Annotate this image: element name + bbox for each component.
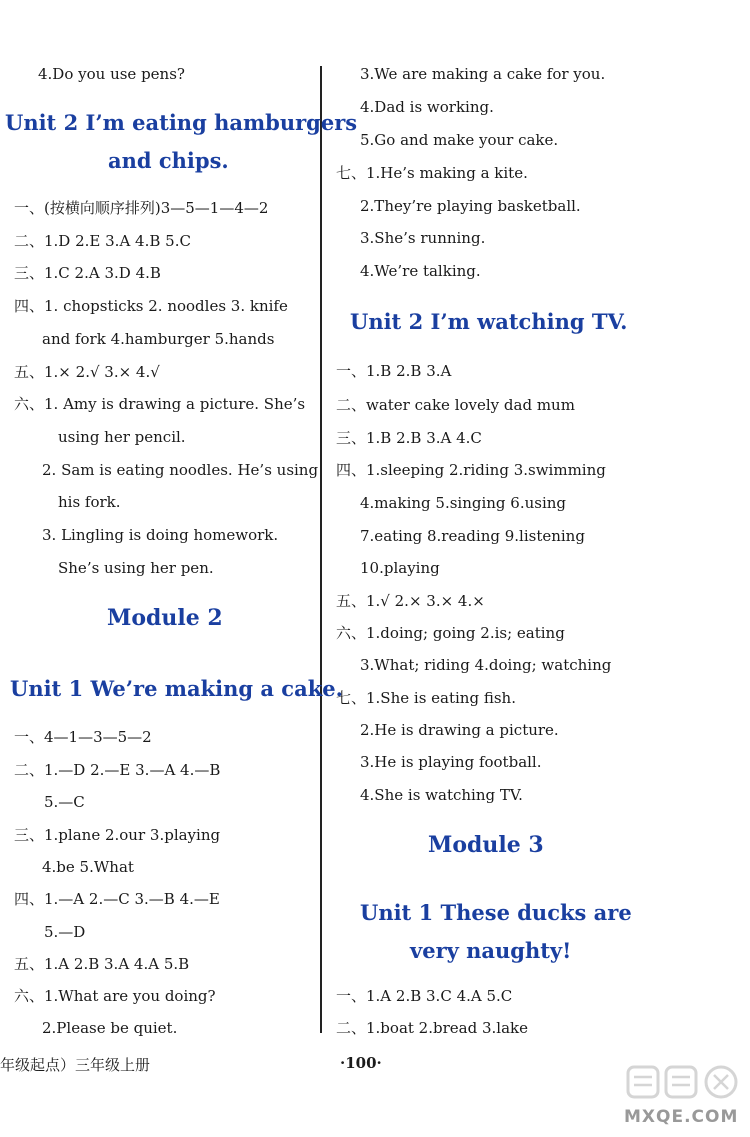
answer-line: 六、1.What are you doing? [14,987,216,1005]
answer-line: 一、(按横向顺序排列)3—5—1—4—2 [14,199,269,217]
unit-heading: Unit 2 I’m eating hamburgers [5,110,358,135]
module-heading: Module 3 [428,832,544,858]
answer-line: 5.Go and make your cake. [360,131,559,149]
answer-line: 4.Do you use pens? [38,65,185,83]
answer-line: 三、1.B 2.B 3.A 4.C [336,429,482,447]
answer-line: 4.We’re talking. [360,262,481,280]
answer-line: 五、1.√ 2.× 3.× 4.× [336,592,485,610]
answer-line: 4.be 5.What [42,858,134,876]
column-divider [320,66,322,1033]
module-heading: Module 2 [107,605,223,631]
answer-line: 2.He is drawing a picture. [360,721,559,739]
answer-line: 一、1.B 2.B 3.A [336,362,452,380]
answer-line: 七、1.He’s making a kite. [336,164,528,182]
page-number: ·100· [340,1054,382,1072]
answer-line: 4.making 5.singing 6.using [360,494,567,512]
answer-line: 5.—D [44,923,86,941]
answer-line: 2. Sam is eating noodles. He’s using [42,461,319,479]
answer-line: and fork 4.hamburger 5.hands [42,330,275,348]
answer-line: 四、1.—A 2.—C 3.—B 4.—E [14,890,220,908]
unit-heading: Unit 2 I’m watching TV. [350,309,628,334]
answer-line: 3.What; riding 4.doing; watching [360,656,612,674]
unit-heading-cont: very naughty! [410,938,572,963]
answer-line: 五、1.A 2.B 3.A 4.A 5.B [14,955,190,973]
answer-line: 10.playing [360,559,440,577]
answer-line: 4.She is watching TV. [360,786,523,804]
answer-line: his fork. [58,493,121,511]
answer-line: 7.eating 8.reading 9.listening [360,527,585,545]
book-title: 年级起点）三年级上册 [0,1056,151,1074]
unit-heading-cont: and chips. [108,148,229,173]
answer-line: She’s using her pen. [58,559,214,577]
answer-line: 一、4—1—3—5—2 [14,728,152,746]
unit-heading: Unit 1 We’re making a cake. [10,676,343,701]
answer-line: 二、water cake lovely dad mum [336,396,575,414]
answer-line: 3.He is playing football. [360,753,542,771]
answer-line: 四、1. chopsticks 2. noodles 3. knife [14,297,288,315]
answer-line: 三、1.plane 2.our 3.playing [14,826,221,844]
answer-line: 5.—C [44,793,85,811]
answer-line: 2.Please be quiet. [42,1019,178,1037]
answer-line: using her pencil. [58,428,186,446]
watermark-text: MXQE.COM [624,1107,739,1127]
answer-line: 三、1.C 2.A 3.D 4.B [14,264,161,282]
answer-line: 七、1.She is eating fish. [336,689,516,707]
answer-line: 一、1.A 2.B 3.C 4.A 5.C [336,987,513,1005]
answer-line: 六、1.doing; going 2.is; eating [336,624,565,642]
answer-line: 3.She’s running. [360,229,486,247]
answer-line: 二、1.—D 2.—E 3.—A 4.—B [14,761,221,779]
unit-heading: Unit 1 These ducks are [360,900,632,925]
answer-line: 3. Lingling is doing homework. [42,526,279,544]
answer-line: 二、1.D 2.E 3.A 4.B 5.C [14,232,191,250]
answer-line: 六、1. Amy is drawing a picture. She’s [14,395,306,413]
answer-line: 4.Dad is working. [360,98,494,116]
answer-line: 五、1.× 2.√ 3.× 4.√ [14,363,160,381]
answer-line: 2.They’re playing basketball. [360,197,581,215]
answer-line: 四、1.sleeping 2.riding 3.swimming [336,461,606,479]
answer-line: 3.We are making a cake for you. [360,65,606,83]
answer-line: 二、1.boat 2.bread 3.lake [336,1019,528,1037]
